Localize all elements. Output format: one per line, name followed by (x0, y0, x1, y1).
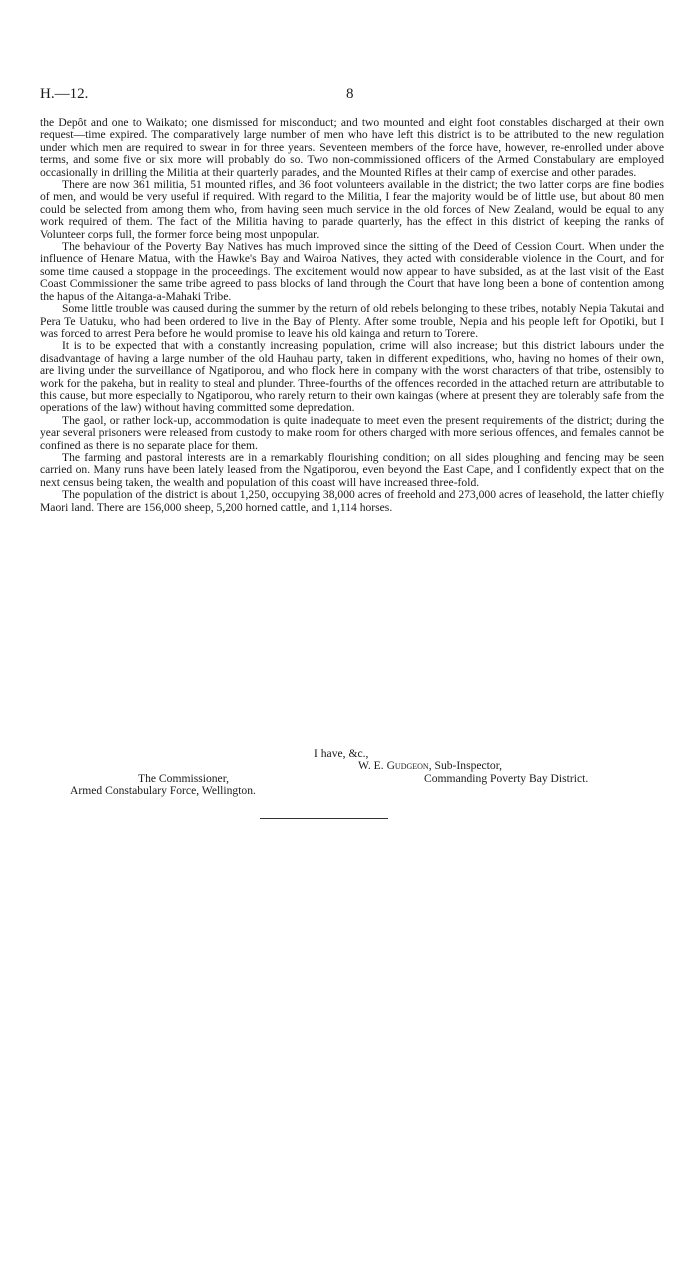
signer-initials: W. E. (358, 759, 384, 772)
paragraph-farming: The farming and pastoral interests are in a remarkably flourishing condition; on all sides ploughing and fencing may be seen carried on. Many runs have been lately leased from the Ngatiporou, even beyond the East Cape, and I confidently expect that on the next census being taken, the wealth and population of this coast will have increased three-fold. (40, 450, 664, 489)
closing-line: I have, &c., (314, 747, 369, 760)
signer-rank: , Sub-Inspector, (428, 759, 502, 772)
recipient-body: Armed Constabulary Force, Wellington. (70, 784, 256, 797)
paragraph-old-rebels: Some little trouble was caused during the summer by the return of old rebels belonging to these tribes, notably Nepia Takutai and Pera Te Uatuku, who had been ordered to live in the Bay of Plenty. After some trouble, Nepia and his people left for Opotiki, but I was forced to arrest Pera before he would promise to leave his old kainga and return to Torere. (40, 302, 664, 340)
paragraph-militia-strength: There are now 361 militia, 51 mounted rifles, and 36 foot volunteers available in the district; the two latter corps are fine bodies of men, and would be very useful if required. With regard to the Militia, I fear the majority would be of little use, but about 80 men could be selected from among them who, from having seen much service in the old forces of New Zealand, would be equal to any work required of them. The fact of the Militia having to parade quarterly, has the effect in this district of keeping the ranks of Volunteer corps full, the former force being most unpopular. (40, 178, 664, 241)
page-number: 8 (346, 86, 354, 102)
report-body (40, 117, 664, 514)
paragraph-population: The population of the district is about 1,250, occupying 38,000 acres of freehold and 273,000 acres of leasehold, the latter chiefly Maori land. There are 156,000 sheep, 5,200 horned cattle, and 1,114 horses. (40, 488, 664, 514)
page-header (40, 86, 664, 106)
paragraph-native-behaviour: The behaviour of the Poverty Bay Natives has much improved since the sitting of the Deed of Cession Court. When under the influence of Henare Matua, with the Hawke's Bay and Wairoa Natives, they acted with considerable violence in the Court, and for some time caused a stoppage in the proceedings. The excitement would now appear to have subsided, as at the last visit of the East Coast Commissioner the same tribe agreed to pass blocks of land through the Court that have long been a bone of contention among the hapus of the Aitanga-a-Mahaki Tribe. (40, 240, 664, 303)
paragraph-crime: It is to be expected that with a constantly increasing population, crime will also increase; but this district labours under the disadvantage of having a large number of the old Hauhau party, taken in different expeditions, who, having no homes of their own, are living under the surveillance of Ngatiporou, and who flock here in company with the worst characters of that tribe, ostensibly to work for the pakeha, but in reality to steal and plunder. Three-fourths of the offences recorded in the attached return are attributable to this cause, but more especially to Ngatiporou, who rarely return to their own kaingas (where at present they are tolerably safe from the operations of the law) without having committed some depredation. (40, 339, 664, 415)
paragraph-gaol: The gaol, or rather lock-up, accommodation is quite inadequate to meet even the present requirements of the district; during the year several prisoners were released from custody to make room for others charged with more serious offences, and females cannot be confined as there is no separate place for them. (40, 413, 664, 452)
signature-block (40, 748, 664, 808)
paragraph-constabulary-changes: the Depôt and one to Waikato; one dismissed for misconduct; and two mounted and eight foot constables discharged at their own request—time expired. The comparatively large number of men who have left this district is to be attributed to the new regulation under which men are required to swear in for three years. Seventeen members of the force have, however, re-enrolled under above terms, and some five or six more will probably do so. Two non-commissioned officers of the Armed Constabulary are employed occasionally in drilling the Militia at their quarterly parades, and the Mounted Rifles at their camp of exercise and other parades. (40, 116, 664, 179)
end-rule (260, 818, 388, 819)
signer-line (358, 760, 502, 772)
signer-command: Commanding Poverty Bay District. (424, 772, 589, 785)
recipient-title: The Commissioner, (138, 772, 229, 785)
document-reference: H.—12. (40, 86, 89, 102)
signer-surname: Gudgeon (386, 759, 429, 772)
